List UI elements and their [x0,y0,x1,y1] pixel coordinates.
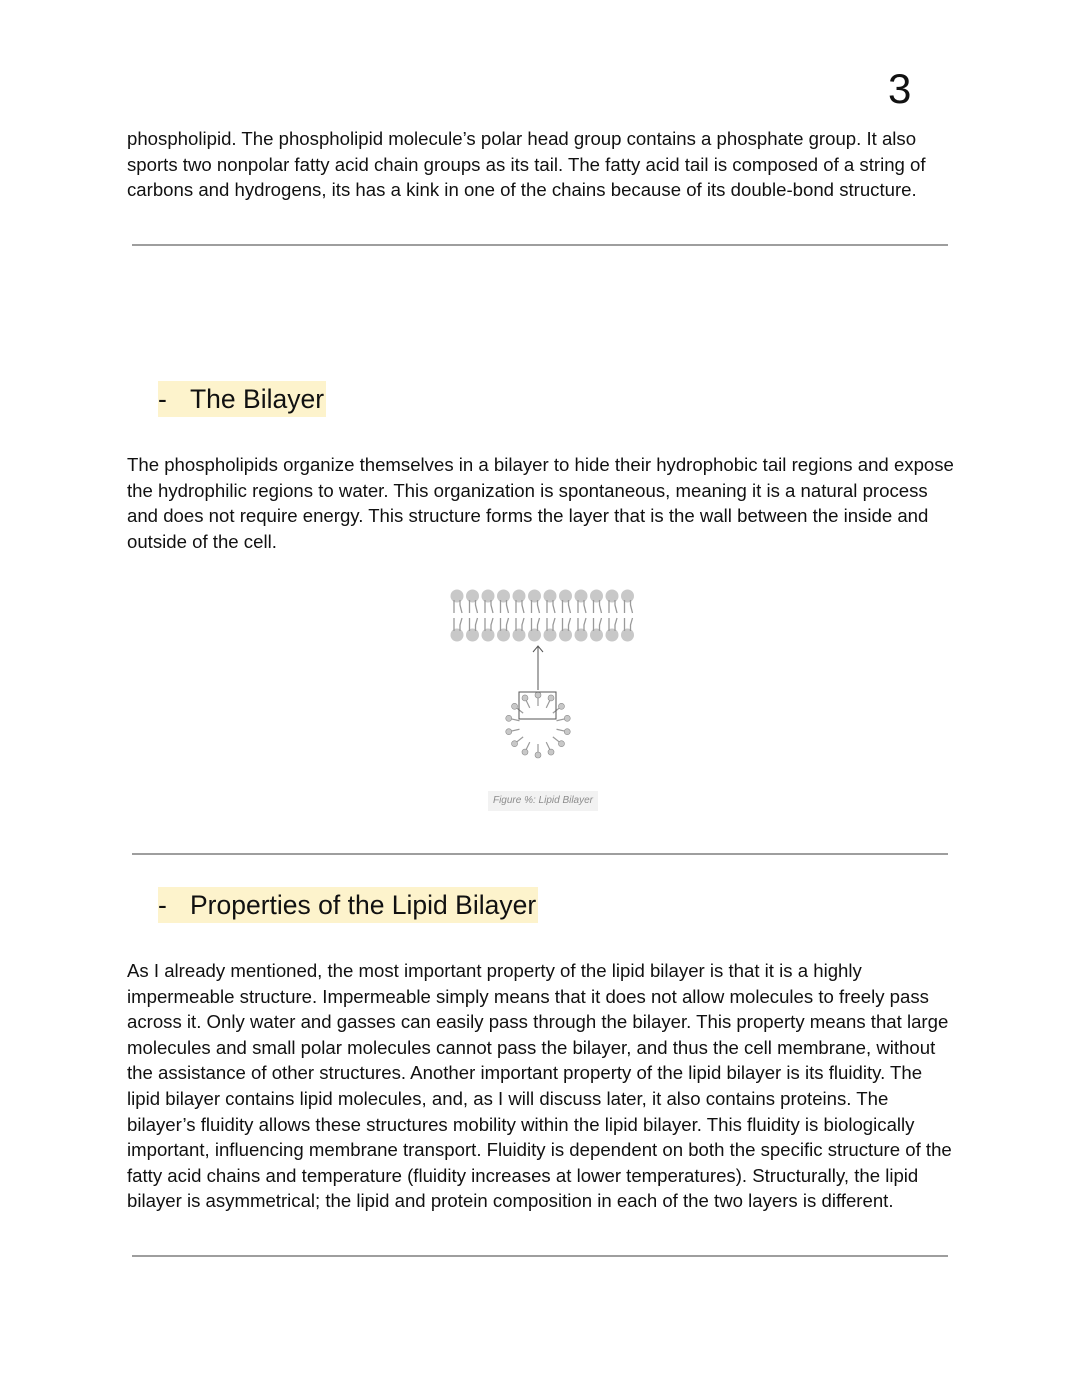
bilayer-bottom-leaflet [451,618,635,642]
phospholipid-icon [621,618,634,642]
phospholipid-icon [528,618,541,642]
micelle-lipid-icon [557,715,571,721]
section-divider [132,853,948,855]
phospholipid-icon [590,618,603,642]
micelle-lipid-icon [512,737,524,747]
figure-caption: Figure %: Lipid Bilayer [488,791,598,811]
heading-text: The Bilayer [190,384,325,414]
phospholipid-icon [466,590,479,614]
lipid-bilayer-figure [440,585,645,770]
micelle-lipid-icon [546,742,554,755]
phospholipid-icon [466,618,479,642]
bilayer-paragraph: The phospholipids organize themselves in a bilayer to hide their hydrophobic tail regions and expose the hydrophilic regions to water. This organization is spontaneous, meaning it is a natural process and does not require energy. This structure forms the layer that is the wall between the inside and outside of the cell. [127,454,954,552]
heading-bullet: - [158,384,167,414]
micelle-lipid-icon [546,695,554,708]
lipid-bilayer-diagram-icon [440,585,645,770]
phospholipid-icon [559,618,572,642]
phospholipid-icon [528,590,541,614]
section-divider [132,1255,948,1257]
micelle-lipid-icon [506,715,520,721]
phospholipid-icon [513,590,526,614]
micelle-lipid-icon [553,703,565,713]
section-heading-bilayer [158,381,326,417]
phospholipid-icon [544,590,557,614]
micelle-lipid-icon [535,744,541,758]
intro-paragraph: phospholipid. The phospholipid molecule’s polar head group contains a phosphate group. It also sports two nonpolar fatty acid chain groups as its tail. The fatty acid tail is composed of a string of carbons and hydrogens, its has a kink in one of the chains because of its double-bond structure. [127,128,926,201]
section-heading-properties [158,887,538,923]
phospholipid-icon [451,618,464,642]
heading-bullet: - [158,890,167,920]
micelle-icon [506,692,570,758]
heading-text: Properties of the Lipid Bilayer [190,890,537,920]
phospholipid-icon [621,590,634,614]
micelle-lipid-icon [506,729,520,735]
micelle-lipid-icon [512,703,524,713]
phospholipid-icon [590,590,603,614]
micelle-lipid-icon [557,729,571,735]
properties-paragraph: As I already mentioned, the most important property of the lipid bilayer is that it is a highly impermeable structure. Impermeable simply means that it does not allow molecules to freely pass across it. Only water and gasses can easily pass through the bilayer. This property means that large molecules and small polar molecules cannot pass the bilayer, and thus the cell membrane, without the assistance of other structures. Another important property of the lipid bilayer is its fluidity. The lipid bilayer contains lipid molecules, and, as I will discuss later, it also contains proteins. The bilayer’s fluidity allows these structures mobility within the lipid bilayer. This fluidity is biologically important, influencing membrane transport. Fluidity is dependent on both the specific structure of the fatty acid chains and temperature (fluidity increases at lower temperatures). Structurally, the lipid bilayer is asymmetrical; the lipid and protein composition in each of the two layers is different. [127,960,952,1212]
phospholipid-icon [575,618,588,642]
section-divider [132,244,948,246]
phospholipid-icon [482,618,495,642]
micelle-lipid-icon [522,742,530,755]
micelle-lipid-icon [522,695,530,708]
phospholipid-icon [451,590,464,614]
phospholipid-icon [513,618,526,642]
arrow-up-icon [533,646,543,690]
phospholipid-icon [544,618,557,642]
phospholipid-icon [606,618,619,642]
bilayer-top-leaflet [451,590,635,614]
phospholipid-icon [482,590,495,614]
phospholipid-icon [606,590,619,614]
phospholipid-icon [497,590,510,614]
phospholipid-icon [559,590,572,614]
micelle-lipid-icon [535,692,541,706]
page-number: 3 [888,65,912,112]
micelle-lipid-icon [553,737,565,747]
phospholipid-icon [575,590,588,614]
phospholipid-icon [497,618,510,642]
